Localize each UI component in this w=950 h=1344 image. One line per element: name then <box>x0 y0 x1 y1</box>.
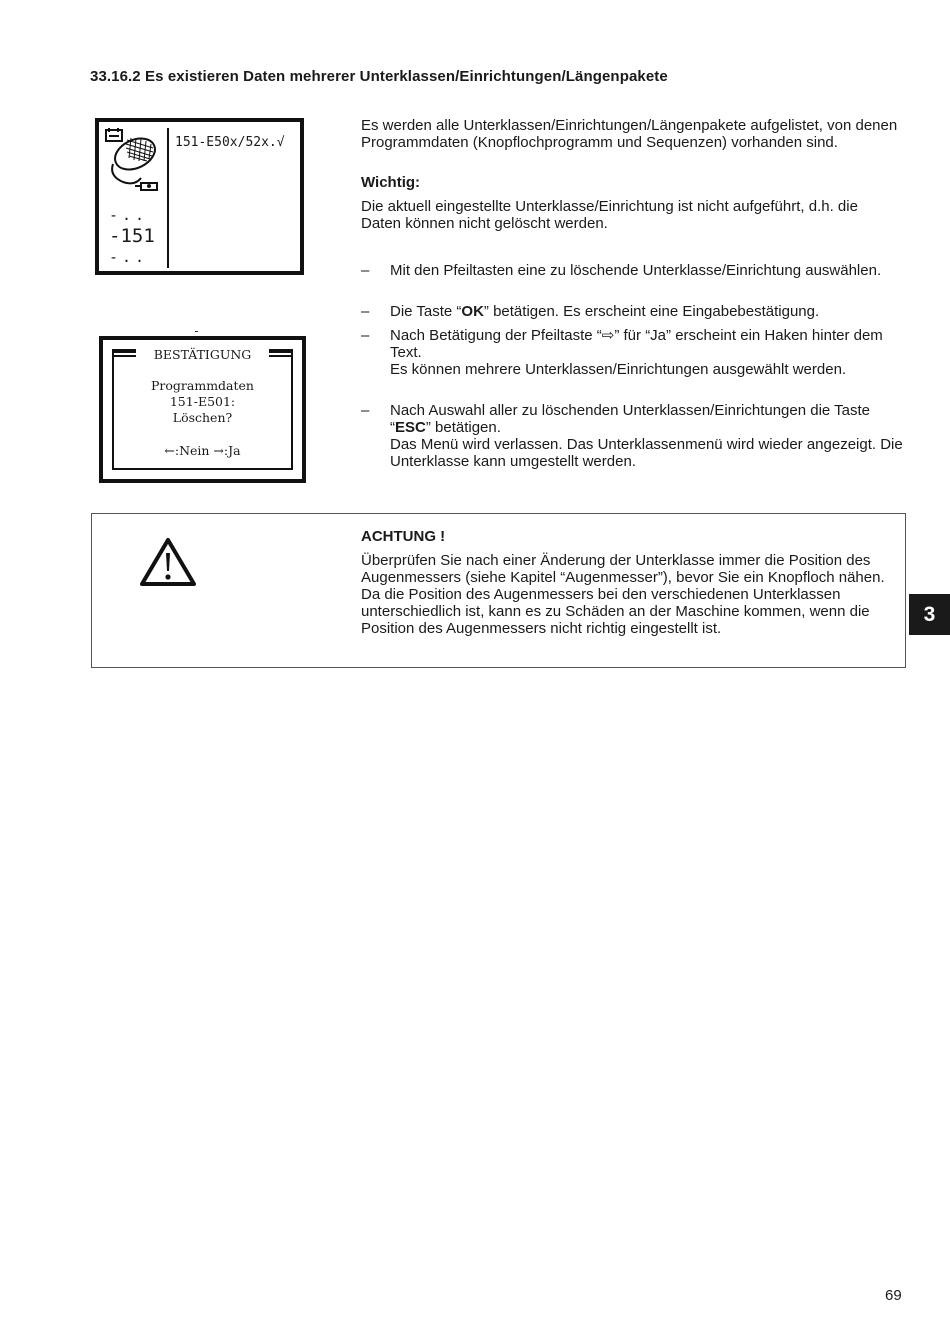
scan-mark <box>195 331 198 332</box>
subclass-list-item: 151-E50x/52x.√ <box>175 135 285 150</box>
step-text <box>390 303 906 320</box>
key-ok: OK <box>461 303 484 320</box>
warning-text: Überprüfen Sie nach einer Änderung der Unterklasse immer die Position des Augenmessers (siehe Kapitel “Augenmesser”), bevor Sie ein Knopfloch nähen. Da die Position des Augenmessers bei den verschiedenen Unterklassen unterschiedlich ist, kann es zu Schäden an der Maschine kommen, wenn die Position des Augenmessers nicht richtig eingestellt ist. <box>361 552 885 637</box>
step-text: Mit den Pfeiltasten eine zu löschende Unterklasse/Einrichtung auswählen. <box>390 262 882 279</box>
step-text-part: Nach Auswahl aller zu löschenden Unterklassen/Einrichtungen die Taste “ <box>390 402 871 436</box>
warning-triangle-icon <box>138 536 198 588</box>
step-text-part: Die Taste “ <box>390 303 462 320</box>
dialog-line-2: 151-E501: <box>169 394 236 409</box>
step-dash: – <box>361 262 370 279</box>
machine-icon <box>105 128 163 200</box>
dialog-options: ←:Nein →:Ja <box>164 443 241 458</box>
display-confirmation <box>99 336 306 483</box>
subclass-next-indicator: -.. <box>109 248 149 266</box>
dialog-title: BESTÄTIGUNG <box>153 347 252 362</box>
intro-paragraph <box>361 117 901 151</box>
step-note: Es können mehrere Unterklassen/Einrichtungen ausgewählt werden. <box>390 361 847 378</box>
step-dash: – <box>361 327 370 344</box>
important-label: Wichtig: <box>361 174 421 191</box>
display-subclass-list <box>95 118 304 275</box>
chapter-tab: 3 <box>909 594 950 635</box>
warning-title: ACHTUNG ! <box>361 528 446 545</box>
intro-text: Es werden alle Unterklassen/Einrichtungen/Längenpakete aufgelistet, von denen Programmdaten (Knopflochprogramm und Sequenzen) vorhanden sind. <box>361 117 898 151</box>
step-dash: – <box>361 402 370 419</box>
step-text <box>390 402 906 436</box>
section-heading: 33.16.2 Es existieren Daten mehrerer Unterklassen/Einrichtungen/Längenpakete <box>90 68 668 85</box>
subclass-prev-indicator: -.. <box>109 206 149 224</box>
dialog-line-1: Programmdaten <box>151 378 254 393</box>
step-dash: – <box>361 303 370 320</box>
step-3 <box>361 327 906 378</box>
dialog-line-3: Löschen? <box>172 410 233 425</box>
display-divider <box>167 128 169 268</box>
current-subclass: -151 <box>109 225 155 247</box>
step-text-part: ” betätigen. Es erscheint eine Eingabebestätigung. <box>483 303 820 320</box>
step-text-part: ” betätigen. <box>425 419 501 436</box>
page-number: 69 <box>885 1287 902 1304</box>
step-1 <box>361 262 906 279</box>
step-text: Nach Betätigung der Pfeiltaste “⇨” für “Ja” erscheint ein Haken hinter dem Text. <box>390 327 883 361</box>
key-esc: ESC <box>395 419 426 436</box>
step-note: Das Menü wird verlassen. Das Unterklassenmenü wird wieder angezeigt. Die Unterklasse kann umgestellt werden. <box>390 436 903 470</box>
step-4 <box>361 402 906 470</box>
important-text: Die aktuell eingestellte Unterklasse/Einrichtung ist nicht aufgeführt, d.h. die Daten können nicht gelöscht werden. <box>361 198 858 232</box>
step-2 <box>361 303 906 320</box>
